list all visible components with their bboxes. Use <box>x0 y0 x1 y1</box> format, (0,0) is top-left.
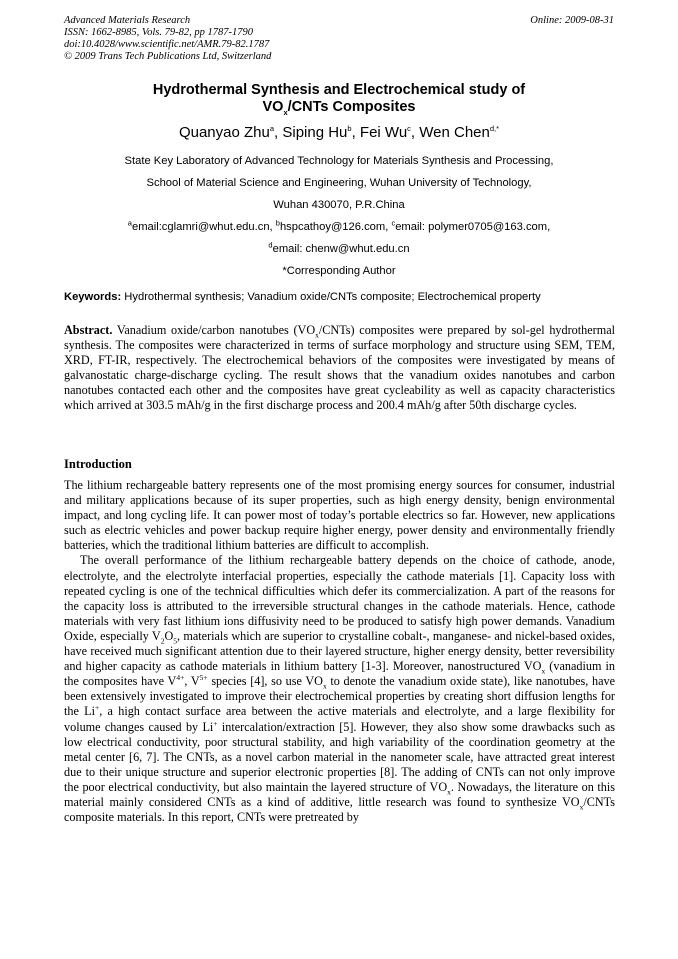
affiliation-line: State Key Laboratory of Advanced Technology for Materials Synthesis and Processing, <box>124 155 554 167</box>
keywords-text: Hydrothermal synthesis; Vanadium oxide/CNTs composite; Electrochemical property <box>121 291 541 303</box>
author: Quanyao Zhu$^a$ <box>178 124 275 141</box>
author: Wen Chen$^{d,*}$ <box>419 124 500 141</box>
abstract: Abstract. Vanadium oxide/carbon nanotubes $(VO_x/CNTs)$ composites were prepared by sol-gel hydrothermal synthesis. The composites were characterized in terms of surface morphology and structure using SEM, TEM, XRD, FT-IR, respectively. The electrochemical behaviors of the composites were investigated by means of galvanostatic charge-discharge cycling. The result shows that the vanadium oxides nanotubes and carbon nanotubes contacted each other and the composites have great cycleability as well as capacity characteristics which arrived at 303.5 mAh/g in the first discharge process and 200.4 mAh/g after 50th discharge cycles. <box>64 323 615 413</box>
keywords-label: Keywords: <box>64 291 122 303</box>
paragraph: The overall performance of the lithium rechargeable battery depends on the choice of cathode, anode, electrolyte, and the electrolyte interfacial properties, especially the cathode materials [1]. Capacity loss with repeated cycling is one of the technical difficulties which defer its commercialization. A part of the reasons for the capacity loss is attributed to the irreversible structural changes in the cathode materials. Hence, cathode materials with very fast lithium ions diffusivity need to be produced to satisfy high power demands. Vanadium Oxide, especially $V_2O_5$, materials which are superior to crystalline cobalt-, manganese- and nickel-based oxides, have received much significant attention due to their layered structure, higher energy density, better reversibility and higher capacity as cathode materials in lithium battery [1-3]. Moreover, nanostructured $VO_x$ (vanadium in the composites have $V^{4+}$, $V^{5+}$ species [4], so use $VO_x$ to denote the vanadium oxide state), like nanotubes, have been extensively investigated to improve their electrochemical properties by creating short diffusion lengths for the Li+, a high contact surface area between the active materials and electrolyte, and a large flexibility for volume changes caused by Li+ intercalation/extraction [5]. However, they also show some drawbacks such as low electrical conductivity, poor structural stability, and high variability of the coordination geometry at the metal center [6, 7]. The CNTs, as a novel carbon material in the nanometer scale, have attracted great interest due to their unique structure and superior electronic properties [8]. The adding of CNTs can not only improve the poor electrical conductivity, but also maintain the layered structure of $VO_x$. Nowadays, the literature on this material mainly considered CNTs as a kind of additive, little research was found to synthesize $VO_x$/CNTs composite materials. In this report, CNTs were pretreated by <box>64 553 615 825</box>
doi-line: doi:10.4028/www.scientific.net/AMR.79-82.1787 <box>64 39 270 50</box>
copyright-line: © 2009 Trans Tech Publications Ltd, Switzerland <box>64 51 272 62</box>
title-line-2: $VO_x$/CNTs Composites <box>262 99 416 117</box>
title-line-1: Hydrothermal Synthesis and Electrochemical study of <box>152 82 526 98</box>
issn-line: ISSN: 1662-8985, Vols. 79-82, pp 1787-1790 <box>64 27 253 38</box>
keywords <box>64 290 624 304</box>
section-heading-introduction: Introduction <box>64 457 132 471</box>
abstract-label: Abstract. <box>64 323 113 337</box>
email-line: $^d$email: chenw@whut.edu.cn <box>268 240 410 255</box>
introduction-body <box>64 478 615 825</box>
journal-name: Advanced Materials Research <box>64 15 191 26</box>
author-list: Quanyao Zhu$^a$, Siping Hu$^b$, Fei Wu$^c$, Wen Chen$^{d,*}$ <box>178 124 500 141</box>
paragraph: The lithium rechargeable battery represents one of the most promising energy sources for consumer, industrial and military applications because of its super properties, such as high energy density, benign environmental impact, and long cycling life. It can power most of today’s portable electrics so far. However, new applications such as electric vehicles and power backup require higher energy, power density and environmentally friendly batteries, which the traditional lithium batteries are difficult to accomplish. <box>64 478 615 553</box>
paper-title <box>40 82 638 116</box>
corresponding-note: *Corresponding Author <box>282 265 396 277</box>
author: Fei Wu$^c$ <box>359 124 411 141</box>
author: Siping Hu$^b$ <box>282 124 352 141</box>
journal-header <box>64 15 271 63</box>
online-date: Online: 2009-08-31 <box>530 15 614 26</box>
affiliation-line: Wuhan 430070, P.R.China <box>273 199 405 211</box>
affiliation <box>40 150 638 282</box>
email-line: $^a$email:cglamri@whut.edu.cn, $^b$hspcathoy@126.com, $^c$email: polymer0705@163.com, <box>127 218 551 233</box>
affiliation-line: School of Material Science and Engineering, Wuhan University of Technology, <box>146 177 532 189</box>
